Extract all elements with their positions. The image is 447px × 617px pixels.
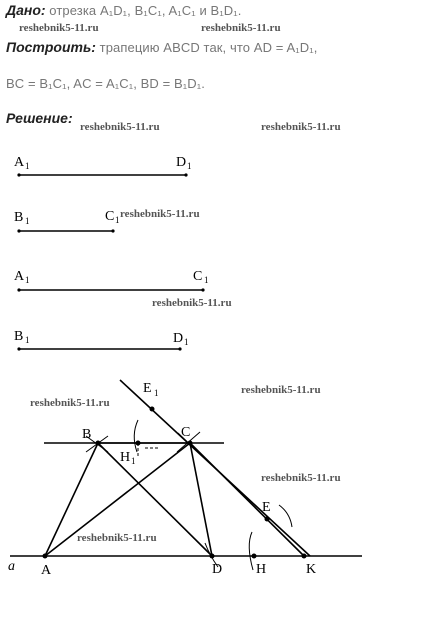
point-d bbox=[210, 554, 215, 559]
conditions-text: BC = B₁C₁, AC = A₁C₁, BD = B₁D₁. bbox=[6, 76, 205, 91]
segment-start-sub: 1 bbox=[25, 216, 30, 226]
diagonal-bd bbox=[98, 443, 212, 556]
diagonal-ac bbox=[45, 443, 190, 556]
watermark: reshebnik5-11.ru bbox=[80, 121, 160, 133]
watermark: reshebnik5-11.ru bbox=[30, 397, 110, 409]
point-h bbox=[252, 554, 257, 559]
segment-start-sub: 1 bbox=[25, 275, 30, 285]
label-d: D bbox=[212, 562, 223, 577]
line-ck bbox=[190, 443, 304, 556]
watermark: reshebnik5-11.ru bbox=[120, 208, 200, 220]
side-cd bbox=[190, 443, 212, 556]
segment-end-sub: 1 bbox=[204, 275, 209, 285]
point-c bbox=[188, 441, 193, 446]
segment-start-letter: A bbox=[14, 269, 25, 284]
given-text: отрезка A₁D₁, B₁C₁, A₁C₁ и B₁D₁. bbox=[45, 3, 242, 18]
point-h1 bbox=[136, 441, 141, 446]
segment-end-sub: 1 bbox=[187, 161, 192, 171]
side-ab bbox=[45, 443, 98, 556]
line-label-a: a bbox=[8, 559, 15, 574]
label-h1-sub: 1 bbox=[131, 456, 136, 466]
point-e bbox=[265, 517, 270, 522]
given-label: Дано: bbox=[6, 2, 46, 18]
watermark: reshebnik5-11.ru bbox=[19, 22, 99, 34]
point-e1 bbox=[150, 407, 155, 412]
label-a: A bbox=[41, 563, 52, 578]
watermark: reshebnik5-11.ru bbox=[261, 121, 341, 133]
label-c: C bbox=[181, 425, 191, 440]
segment-end-letter: C bbox=[105, 209, 115, 224]
construction-arc bbox=[134, 420, 138, 452]
construct-label: Построить: bbox=[6, 39, 96, 55]
segment-start-sub: 1 bbox=[25, 161, 30, 171]
label-h1: H bbox=[120, 450, 131, 465]
segment-end-letter: D bbox=[173, 331, 184, 346]
point-k bbox=[302, 554, 307, 559]
point-a bbox=[43, 554, 48, 559]
segment-end-letter: C bbox=[193, 269, 203, 284]
construction-arc bbox=[249, 532, 253, 570]
segment-end-sub: 1 bbox=[184, 337, 189, 347]
watermark: reshebnik5-11.ru bbox=[77, 532, 157, 544]
watermark: reshebnik5-11.ru bbox=[201, 22, 281, 34]
segment-end-sub: 1 bbox=[115, 215, 120, 225]
label-b: B bbox=[82, 427, 92, 442]
solution-label: Решение: bbox=[6, 110, 73, 126]
watermark: reshebnik5-11.ru bbox=[152, 297, 232, 309]
segment-start-letter: B bbox=[14, 329, 24, 344]
segment-end-letter: D bbox=[176, 155, 187, 170]
label-h: H bbox=[256, 562, 267, 577]
segment-start-letter: A bbox=[14, 155, 25, 170]
construct-text: трапецию ABCD так, что AD = A₁D₁, bbox=[95, 40, 318, 55]
segment-start-letter: B bbox=[14, 210, 24, 225]
label-e: E bbox=[262, 500, 271, 515]
watermark: reshebnik5-11.ru bbox=[261, 472, 341, 484]
label-k: K bbox=[306, 562, 317, 577]
label-e1-sub: 1 bbox=[154, 388, 159, 398]
label-e1: E bbox=[143, 381, 152, 396]
point-b bbox=[96, 441, 101, 446]
segment-start-sub: 1 bbox=[25, 335, 30, 345]
construction-arc bbox=[279, 505, 292, 527]
watermark: reshebnik5-11.ru bbox=[241, 384, 321, 396]
